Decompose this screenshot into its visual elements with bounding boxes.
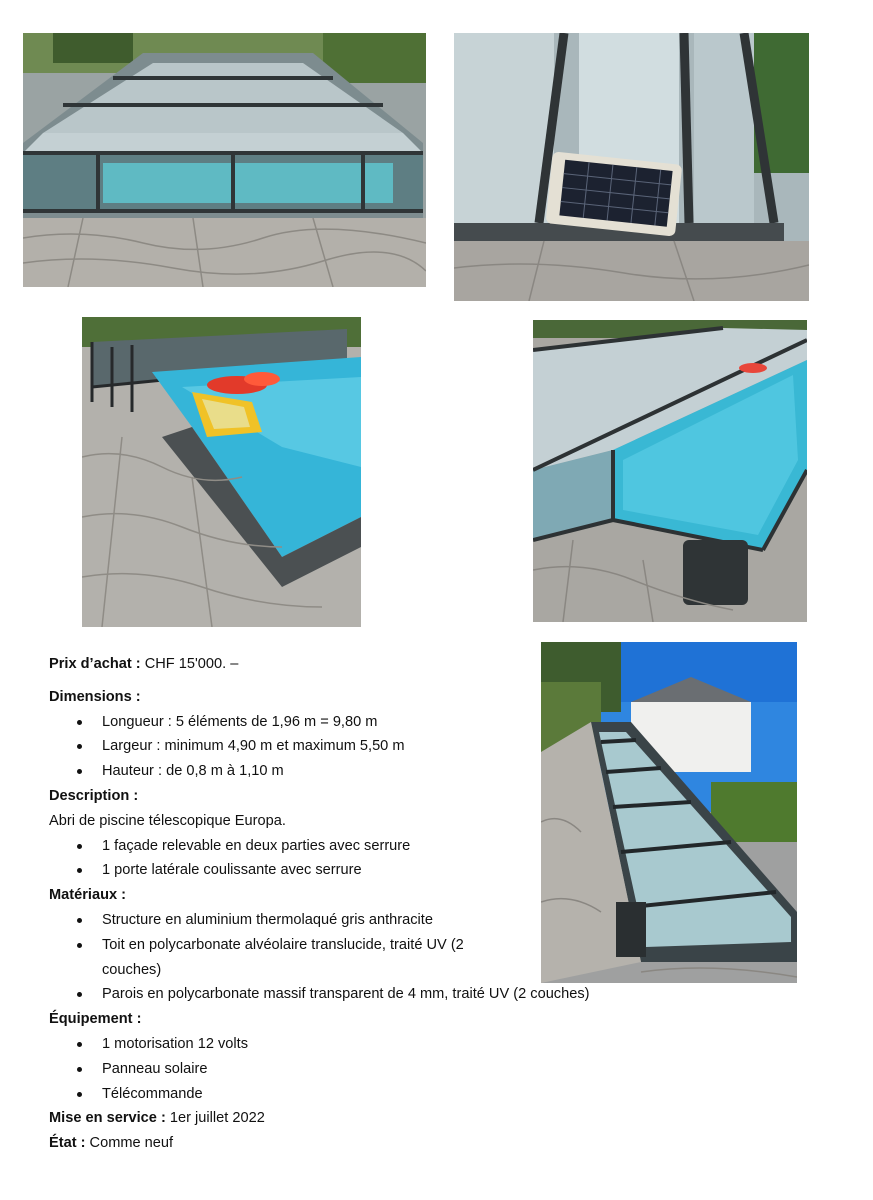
equipment-heading: Équipement :	[49, 1011, 142, 1028]
materials-heading: Matériaux :	[49, 887, 127, 904]
dimensions-list	[49, 710, 649, 784]
list-item: Toit en polycarbonate alvéolaire translucide, traité UV (2 couches)	[49, 933, 649, 983]
commissioning-value: 1er juillet 2022	[169, 1110, 265, 1127]
open-cover-pool-photo	[82, 317, 361, 627]
bullet-icon	[77, 1042, 82, 1047]
pool-cover-side-photo	[533, 320, 807, 622]
commissioning-label: Mise en service :	[49, 1110, 166, 1127]
condition-line	[49, 1131, 649, 1156]
bullet-icon	[77, 868, 82, 873]
bullet-icon	[77, 844, 82, 849]
bullet-icon	[77, 744, 82, 749]
description-list	[49, 834, 649, 884]
list-item: 1 façade relevable en deux parties avec serrure	[49, 834, 649, 859]
description-heading: Description :	[49, 787, 139, 804]
pool-cover-photo-1	[23, 33, 426, 287]
price-value: CHF 15'000. –	[144, 656, 239, 672]
materials-list	[49, 908, 649, 1007]
dimensions-heading: Dimensions :	[49, 688, 141, 705]
list-item: Parois en polycarbonate massif transparent de 4 mm, traité UV (2 couches)	[49, 982, 649, 1007]
list-item: Télécommande	[49, 1082, 649, 1107]
list-item: Longueur : 5 éléments de 1,96 m = 9,80 m	[49, 710, 649, 735]
list-item: 1 motorisation 12 volts	[49, 1032, 649, 1057]
list-item: Hauteur : de 0,8 m à 1,10 m	[49, 759, 649, 784]
list-item: 1 porte latérale coulissante avec serrure	[49, 858, 649, 883]
bullet-icon	[77, 918, 82, 923]
price-label: Prix d’achat :	[49, 656, 141, 672]
bullet-icon	[77, 769, 82, 774]
solar-panel-photo	[454, 33, 809, 301]
description-text-block	[49, 652, 649, 1156]
bullet-icon	[77, 1092, 82, 1097]
list-item: Panneau solaire	[49, 1057, 649, 1082]
price-line	[49, 652, 649, 677]
list-item: Largeur : minimum 4,90 m et maximum 5,50 m	[49, 734, 649, 759]
bullet-icon	[77, 943, 82, 948]
condition-value: Comme neuf	[89, 1135, 174, 1152]
bullet-icon	[77, 720, 82, 725]
commissioning-line	[49, 1106, 649, 1131]
equipment-list	[49, 1032, 649, 1106]
condition-label: État :	[49, 1135, 86, 1152]
bullet-icon	[77, 992, 82, 997]
list-item: Structure en aluminium thermolaqué gris anthracite	[49, 908, 649, 933]
description-text: Abri de piscine télescopique Europa.	[49, 812, 286, 829]
bullet-icon	[77, 1067, 82, 1072]
